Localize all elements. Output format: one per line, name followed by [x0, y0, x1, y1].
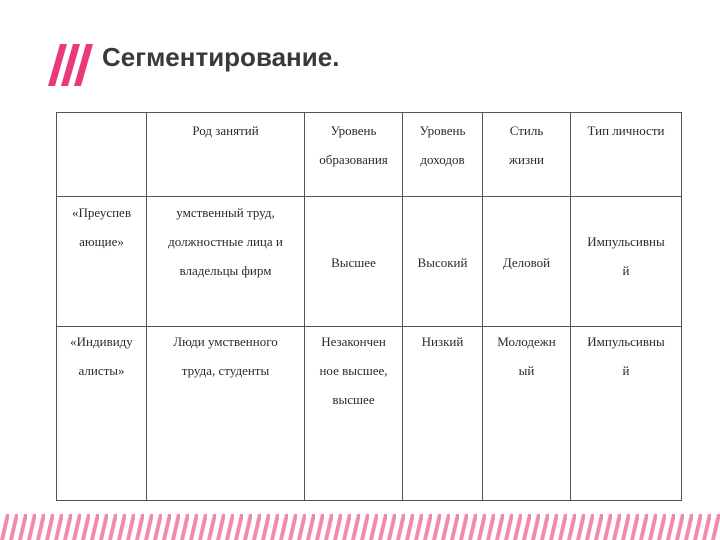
occupation-cell: Люди умственного труда, студенты: [147, 327, 305, 501]
segmentation-table: [56, 112, 682, 501]
income-cell: Высокий: [403, 197, 483, 327]
table-header-cell: Уровень образования: [305, 113, 403, 197]
table-header-cell: Тип личности: [571, 113, 682, 197]
segment-name-cell: «Индивиду алисты»: [57, 327, 147, 501]
decorative-stripe-band: [0, 514, 720, 540]
education-cell: Незакончен ное высшее, высшее: [305, 327, 403, 501]
lifestyle-cell: Молодежн ый: [483, 327, 571, 501]
income-cell: Низкий: [403, 327, 483, 501]
segment-name-cell: «Преуспев ающие»: [57, 197, 147, 327]
table-row: [57, 327, 682, 501]
table-header-cell: [57, 113, 147, 197]
occupation-cell: умственный труд, должностные лица и владельцы фирм: [147, 197, 305, 327]
table-header-row: [57, 113, 682, 197]
personality-cell: Импульсивны й: [571, 197, 682, 327]
personality-cell: Импульсивны й: [571, 327, 682, 501]
logo-stripes-icon: [48, 44, 94, 86]
table-header-cell: Стиль жизни: [483, 113, 571, 197]
table-row: [57, 197, 682, 327]
education-cell: Высшее: [305, 197, 403, 327]
lifestyle-cell: Деловой: [483, 197, 571, 327]
table-header-cell: Род занятий: [147, 113, 305, 197]
page-title: Сегментирование.: [102, 42, 340, 72]
table-header-cell: Уровень доходов: [403, 113, 483, 197]
